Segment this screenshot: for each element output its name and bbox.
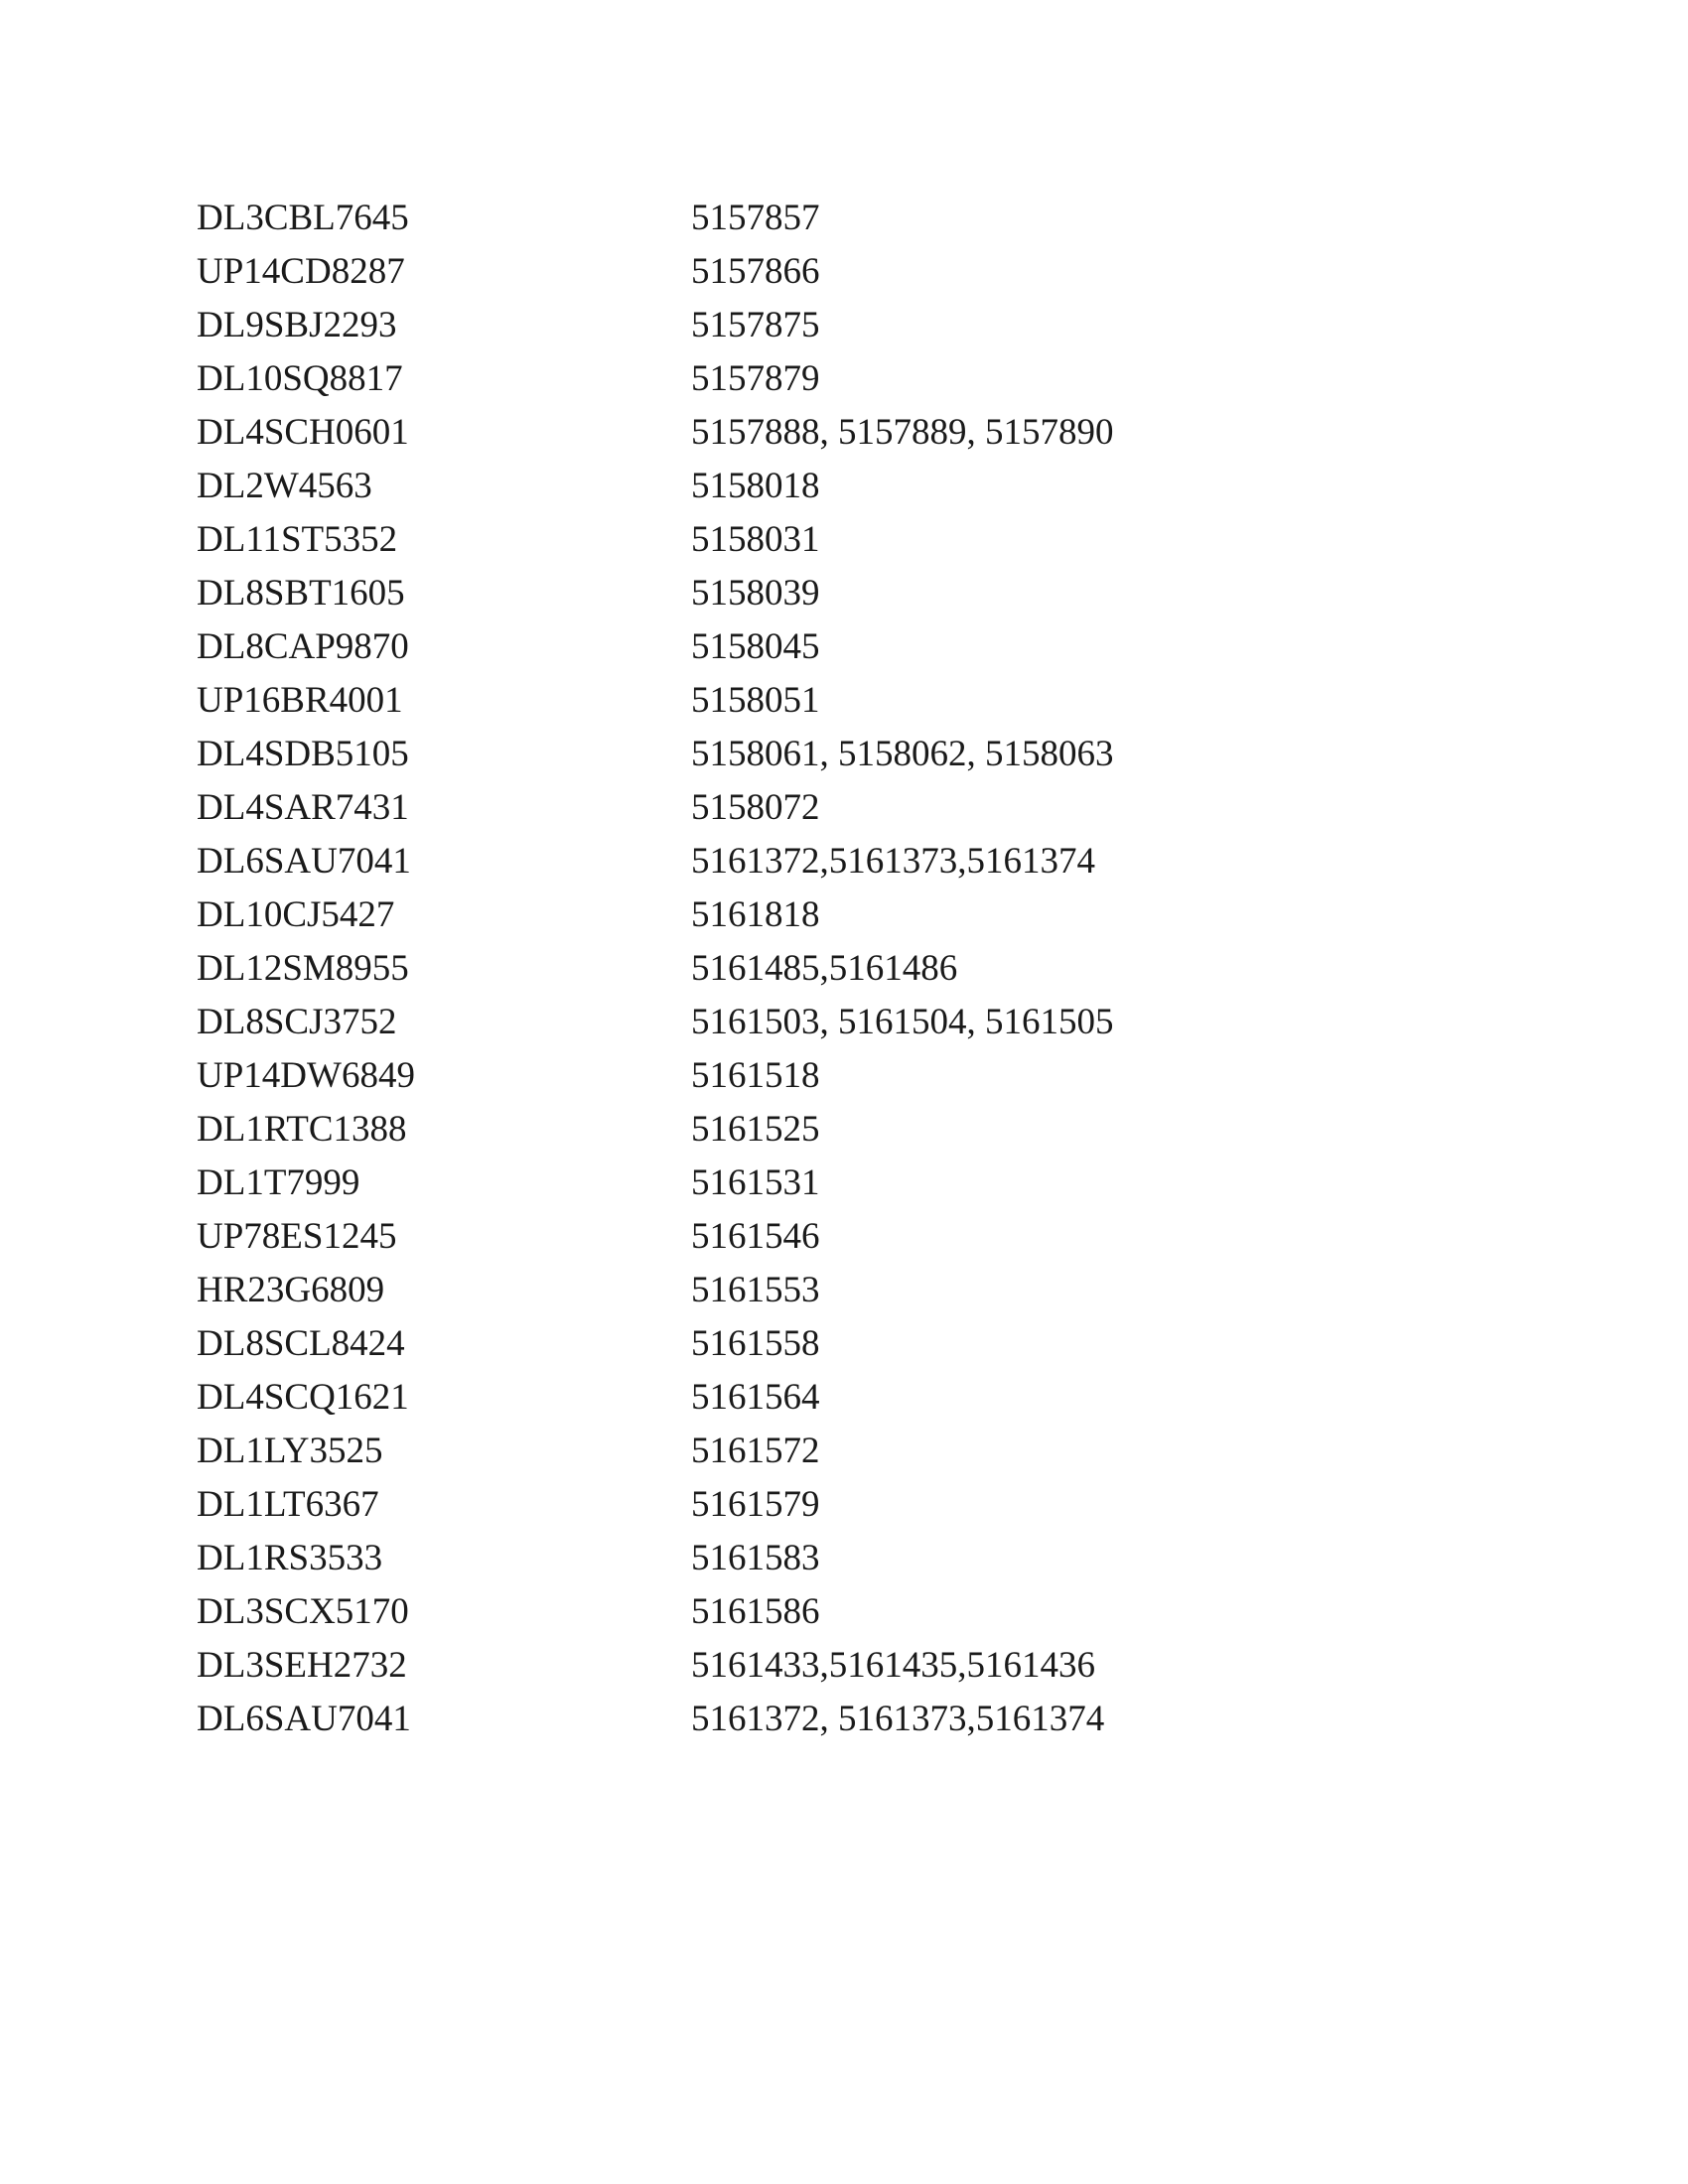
receipt-numbers: 5157857 — [691, 198, 820, 238]
list-item — [197, 1317, 1289, 1371]
receipt-numbers: 5161558 — [691, 1323, 820, 1364]
receipt-numbers: 5161531 — [691, 1162, 820, 1203]
vehicle-number: DL1LY3525 — [197, 1431, 383, 1471]
receipt-numbers: 5158039 — [691, 573, 820, 614]
vehicle-number: DL1LT6367 — [197, 1484, 379, 1525]
vehicle-number: DL8CAP9870 — [197, 626, 409, 667]
receipt-numbers: 5161579 — [691, 1484, 820, 1525]
vehicle-number: DL8SCJ3752 — [197, 1002, 397, 1042]
receipt-numbers: 5158072 — [691, 787, 820, 828]
receipt-numbers: 5157866 — [691, 251, 820, 292]
receipt-numbers: 5161586 — [691, 1591, 820, 1632]
vehicle-number: DL9SBJ2293 — [197, 305, 397, 345]
vehicle-number: UP16BR4001 — [197, 680, 403, 721]
vehicle-number: DL1RS3533 — [197, 1538, 383, 1578]
list-item — [197, 996, 1289, 1049]
vehicle-number: DL4SCQ1621 — [197, 1377, 409, 1418]
vehicle-number: DL3SEH2732 — [197, 1645, 407, 1686]
list-item — [197, 513, 1289, 567]
list-item — [197, 674, 1289, 728]
vehicle-number: HR23G6809 — [197, 1270, 385, 1310]
receipt-numbers: 5157875 — [691, 305, 820, 345]
vehicle-number: DL1T7999 — [197, 1162, 360, 1203]
list-item — [197, 352, 1289, 406]
vehicle-number: UP78ES1245 — [197, 1216, 397, 1257]
vehicle-number: UP14DW6849 — [197, 1055, 415, 1096]
list-item — [197, 1585, 1289, 1639]
list-item — [197, 1371, 1289, 1425]
list-item — [197, 942, 1289, 996]
list-item — [197, 1049, 1289, 1103]
list-item — [197, 192, 1289, 245]
vehicle-number: DL4SCH0601 — [197, 412, 409, 453]
vehicle-number: DL1RTC1388 — [197, 1109, 407, 1150]
receipt-numbers: 5158061, 5158062, 5158063 — [691, 734, 1114, 774]
vehicle-number: DL8SCL8424 — [197, 1323, 405, 1364]
receipt-numbers: 5161372,5161373,5161374 — [691, 841, 1095, 882]
list-item — [197, 1693, 1289, 1746]
list-item — [197, 1264, 1289, 1317]
receipt-numbers: 5158045 — [691, 626, 820, 667]
vehicle-number: DL11ST5352 — [197, 519, 398, 560]
record-list — [197, 192, 1289, 1746]
receipt-numbers: 5161572 — [691, 1431, 820, 1471]
vehicle-number: DL3CBL7645 — [197, 198, 409, 238]
vehicle-number: UP14CD8287 — [197, 251, 405, 292]
list-item — [197, 781, 1289, 835]
receipt-numbers: 5161503, 5161504, 5161505 — [691, 1002, 1114, 1042]
receipt-numbers: 5161485,5161486 — [691, 948, 958, 989]
vehicle-number: DL2W4563 — [197, 466, 372, 506]
list-item — [197, 1532, 1289, 1585]
vehicle-number: DL12SM8955 — [197, 948, 409, 989]
list-item — [197, 620, 1289, 674]
list-item — [197, 1478, 1289, 1532]
vehicle-number: DL6SAU7041 — [197, 1699, 411, 1739]
vehicle-number: DL4SAR7431 — [197, 787, 409, 828]
receipt-numbers: 5161553 — [691, 1270, 820, 1310]
receipt-numbers: 5161372, 5161373,5161374 — [691, 1699, 1105, 1739]
list-item — [197, 406, 1289, 460]
list-item — [197, 299, 1289, 352]
list-item — [197, 1639, 1289, 1693]
list-item — [197, 888, 1289, 942]
receipt-numbers: 5158051 — [691, 680, 820, 721]
receipt-numbers: 5161564 — [691, 1377, 820, 1418]
vehicle-number: DL4SDB5105 — [197, 734, 409, 774]
list-item — [197, 1157, 1289, 1210]
list-item — [197, 1210, 1289, 1264]
vehicle-number: DL8SBT1605 — [197, 573, 405, 614]
list-item — [197, 567, 1289, 620]
receipt-numbers: 5158031 — [691, 519, 820, 560]
vehicle-number: DL3SCX5170 — [197, 1591, 409, 1632]
list-item — [197, 835, 1289, 888]
receipt-numbers: 5161546 — [691, 1216, 820, 1257]
list-item — [197, 245, 1289, 299]
vehicle-number: DL10SQ8817 — [197, 358, 403, 399]
receipt-numbers: 5161433,5161435,5161436 — [691, 1645, 1095, 1686]
vehicle-number: DL10CJ5427 — [197, 894, 395, 935]
receipt-numbers: 5161518 — [691, 1055, 820, 1096]
receipt-numbers: 5157879 — [691, 358, 820, 399]
list-item — [197, 1425, 1289, 1478]
receipt-numbers: 5161818 — [691, 894, 820, 935]
list-item — [197, 460, 1289, 513]
receipt-numbers: 5161583 — [691, 1538, 820, 1578]
vehicle-number: DL6SAU7041 — [197, 841, 411, 882]
receipt-numbers: 5161525 — [691, 1109, 820, 1150]
receipt-numbers: 5157888, 5157889, 5157890 — [691, 412, 1114, 453]
list-item — [197, 728, 1289, 781]
list-item — [197, 1103, 1289, 1157]
receipt-numbers: 5158018 — [691, 466, 820, 506]
